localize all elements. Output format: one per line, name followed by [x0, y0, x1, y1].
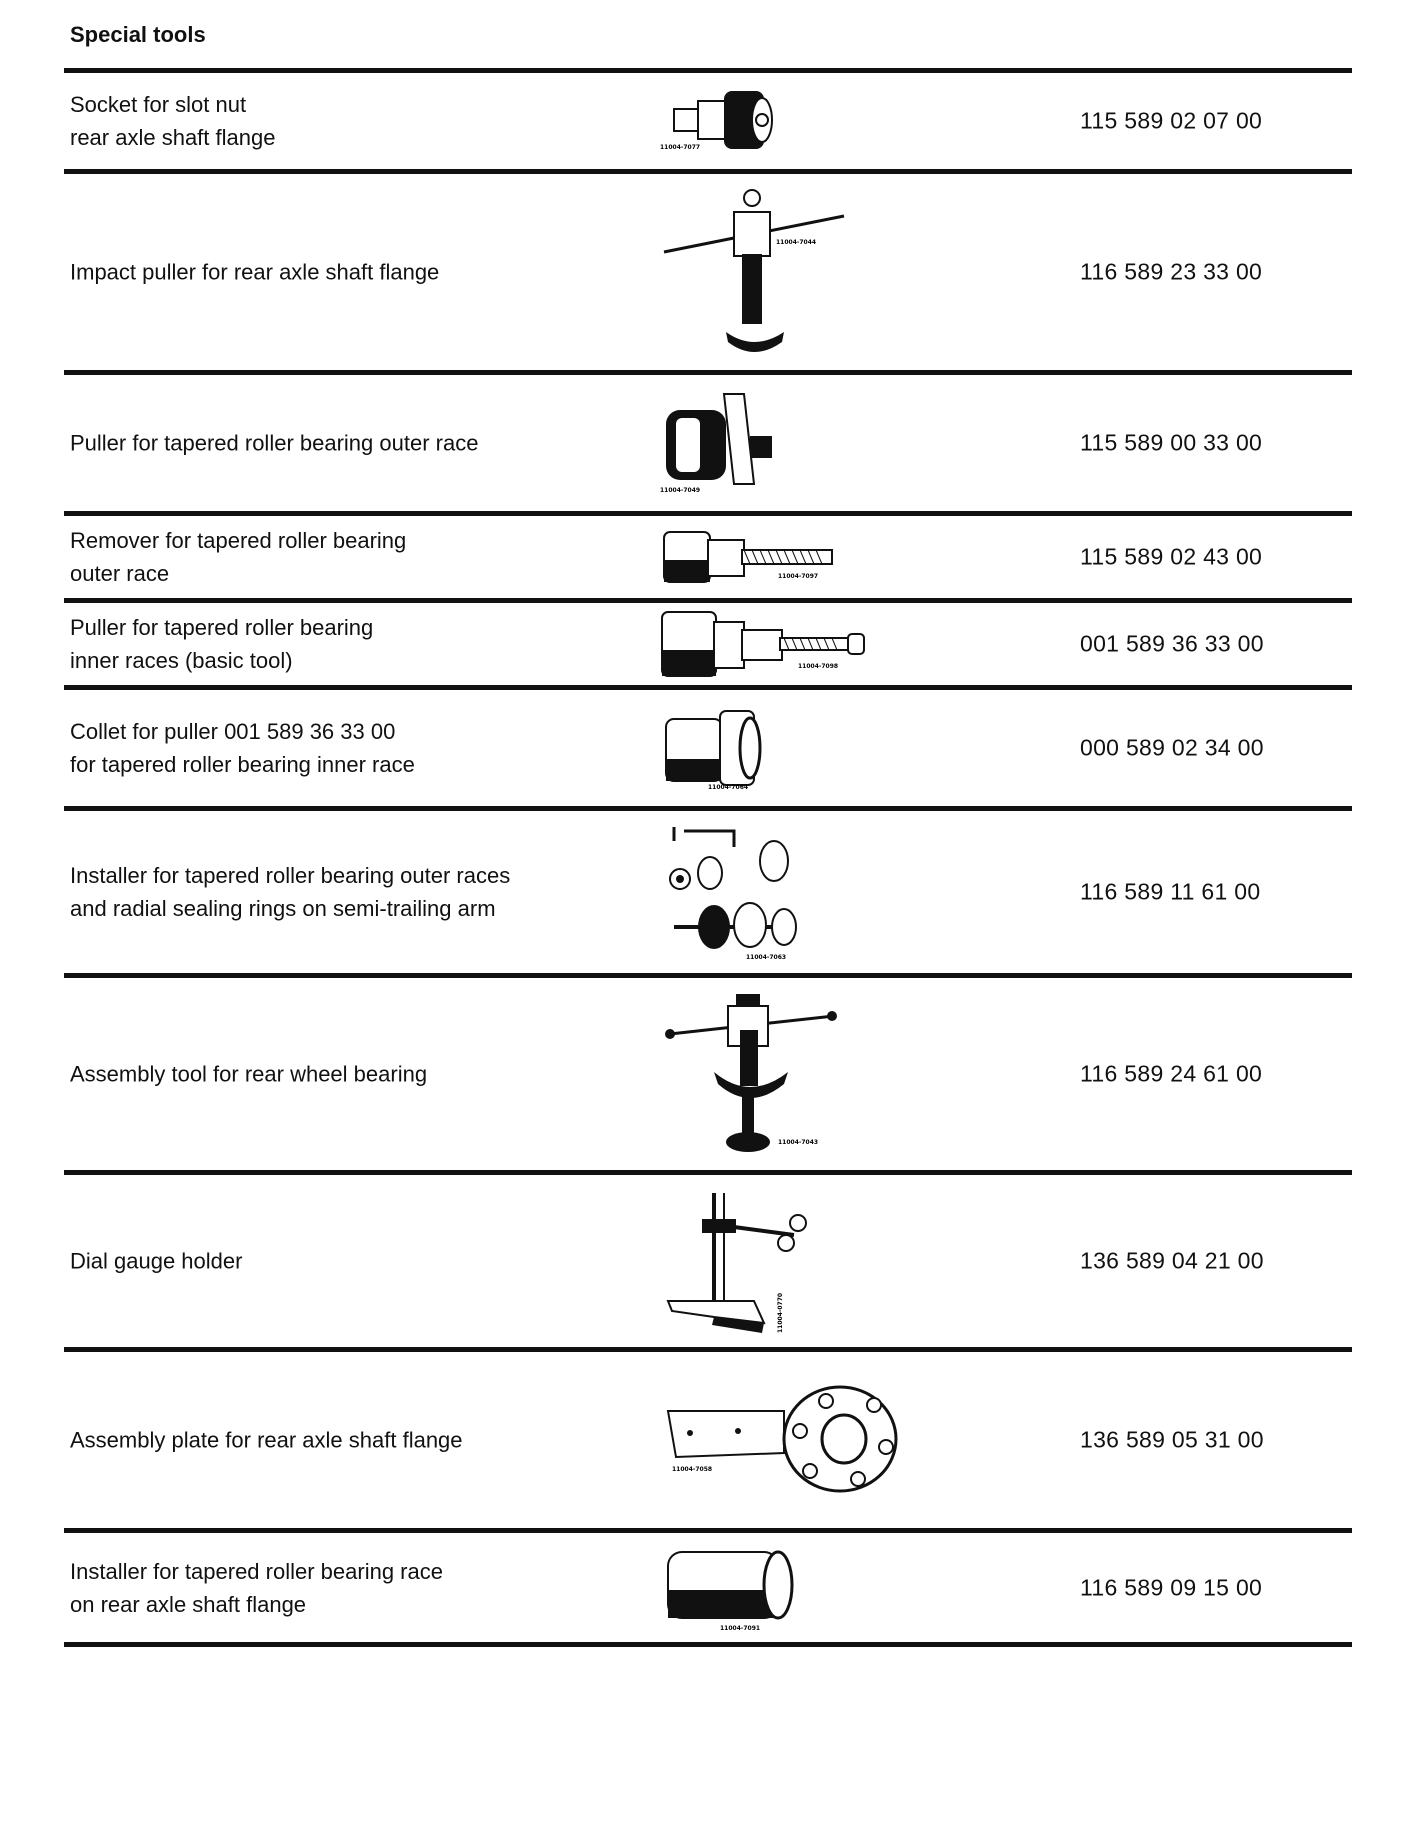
tool-row: [64, 1533, 1352, 1647]
tool-row: [64, 1175, 1352, 1352]
assembly-plate-icon: [654, 1375, 904, 1505]
installer-set-icon: [654, 817, 814, 967]
part-number: 115 589 02 07 00: [1080, 107, 1263, 134]
tool-description: Installer for tapered roller bearing race on rear axle shaft flange: [70, 1558, 443, 1617]
svg-text:11004-7097: 11004-7097: [778, 573, 819, 580]
part-number: 116 589 23 33 00: [1080, 258, 1263, 285]
svg-text:11004-7043: 11004-7043: [778, 1139, 819, 1146]
tool-description: Remover for tapered roller bearing outer race: [70, 528, 407, 586]
collet-icon: [654, 703, 794, 793]
svg-text:11004-7064: 11004-7064: [708, 784, 749, 791]
assembly-tool-icon: [654, 986, 844, 1162]
part-number: 116 589 09 15 00: [1080, 1574, 1263, 1600]
part-number: 000 589 02 34 00: [1080, 734, 1264, 761]
part-number: 116 589 11 61 00: [1080, 878, 1261, 905]
tool-row: [64, 73, 1352, 174]
tool-row: [64, 516, 1352, 603]
part-number: 001 589 36 33 00: [1080, 630, 1264, 657]
tool-description: Collet for puller 001 589 36 33 00 for tapered roller bearing inner race: [70, 719, 415, 777]
sleeve-installer-icon: [654, 1540, 804, 1636]
tool-description: Socket for slot nut rear axle shaft flange: [70, 92, 276, 150]
svg-text:11004-0770: 11004-0770: [777, 1292, 784, 1333]
tool-row: [64, 811, 1352, 978]
tool-description: Impact puller for rear axle shaft flange: [70, 259, 440, 285]
impact-puller-icon: [654, 182, 854, 362]
svg-text:11004-7049: 11004-7049: [660, 487, 701, 494]
tool-description: Assembly tool for rear wheel bearing: [70, 1061, 428, 1087]
tool-description: Puller for tapered roller bearing outer race: [70, 430, 479, 456]
tool-row: [64, 375, 1352, 516]
svg-text:11004-7077: 11004-7077: [660, 144, 701, 151]
tool-row: [64, 978, 1352, 1175]
basic-puller-icon: [654, 606, 884, 682]
tool-description: Puller for tapered roller bearing inner races (basic tool): [70, 615, 374, 673]
tool-description: Dial gauge holder: [70, 1248, 243, 1274]
part-number: 115 589 02 43 00: [1080, 543, 1263, 570]
part-number: 136 589 05 31 00: [1080, 1426, 1264, 1453]
svg-text:11004-7091: 11004-7091: [720, 1624, 761, 1632]
svg-text:11004-7098: 11004-7098: [798, 663, 839, 670]
part-number: 115 589 00 33 00: [1080, 429, 1263, 456]
remover-icon: [654, 522, 864, 592]
svg-text:11004-7058: 11004-7058: [672, 1466, 713, 1473]
svg-text:11004-7063: 11004-7063: [746, 954, 787, 961]
tool-row: [64, 174, 1352, 375]
puller-icon: [654, 388, 794, 498]
special-tools-table: [64, 68, 1352, 1647]
tool-description: Installer for tapered roller bearing outer races and radial sealing rings on semi-trailing arm: [70, 863, 511, 921]
tool-row: [64, 1352, 1352, 1533]
tool-row: [64, 603, 1352, 690]
dial-gauge-holder-icon: [654, 1183, 824, 1339]
page-title: Special tools: [70, 22, 206, 47]
socket-icon: [654, 81, 794, 161]
tool-row: [64, 690, 1352, 811]
part-number: 116 589 24 61 00: [1080, 1060, 1263, 1087]
tool-description: Assembly plate for rear axle shaft flange: [70, 1427, 463, 1453]
svg-text:11004-7044: 11004-7044: [776, 239, 817, 246]
part-number: 136 589 04 21 00: [1080, 1247, 1264, 1274]
